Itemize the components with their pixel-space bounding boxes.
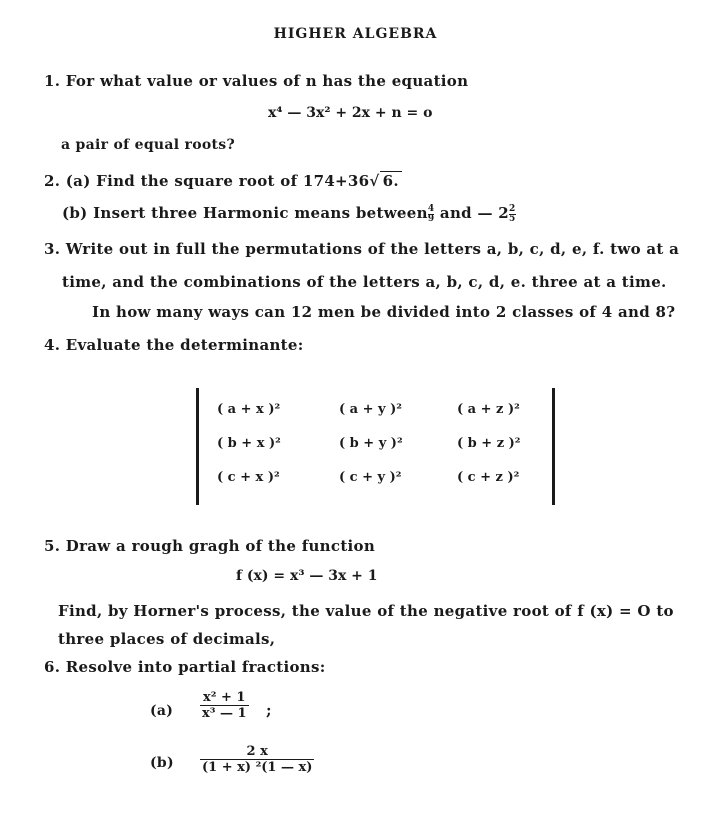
q2a-text [44,171,402,190]
q2b-fraction-2 [509,205,516,224]
q2a-prefix: 2. (a) Find the square root of 174+36 [44,172,370,190]
q1-text: 1. For what value or values of n has the equation [44,72,469,90]
q6b-label: (b) [150,755,174,771]
q2b-frac1-num: 4 [427,203,435,214]
det-cell: ( a + x )² [217,402,281,417]
determinant [196,388,555,505]
q2b-and: and — 2 [439,204,510,222]
q6b-numerator: 2 x [246,744,268,759]
det-cell: ( c + x )² [217,470,280,485]
det-cell: ( a + y )² [339,402,402,417]
q6a-fraction [200,690,249,721]
q3-line2: time, and the combinations of the letters a, b, c, d, e. three at a time. [62,273,667,291]
page-title: HIGHER ALGEBRA [273,26,438,42]
det-cell: ( a + z )² [457,402,520,417]
det-cell: ( b + y )² [339,436,403,451]
sqrt-sign: √ [369,172,380,190]
q2b-frac2-num: 2 [509,203,516,214]
det-cell: ( c + z )² [457,470,520,485]
q3-line1: 3. Write out in full the permutations of the letters a, b, c, d, e, f. two at a [44,240,680,258]
q6a-label: (a) [150,703,174,719]
det-cell: ( b + x )² [217,436,281,451]
q6b-fraction [200,744,314,775]
q5-text: 5. Draw a rough gragh of the function [44,537,376,555]
q5-line2: Find, by Horner's process, the value of the negative root of f (x) = O to [58,602,674,620]
q5-function: f (x) = x³ — 3x + 1 [236,568,378,584]
det-cell: ( c + y )² [339,470,402,485]
q6a-denominator: x³ — 1 [202,706,247,721]
q1-equation: x⁴ — 3x² + 2x + n = o [268,105,433,121]
q2b-text [62,204,516,224]
q4-text: 4. Evaluate the determinante: [44,336,304,354]
q6-text: 6. Resolve into partial fractions: [44,658,326,676]
q6a-numerator: x² + 1 [203,690,246,705]
q2b-fraction-1 [428,205,435,224]
q5-line3: three places of decimals, [58,630,276,648]
det-cell: ( b + z )² [457,436,521,451]
q2b-prefix: (b) Insert three Harmonic means between [62,204,428,222]
q3-line3: In how many ways can 12 men be divided into 2 classes of 4 and 8? [92,303,676,321]
q1-tail: a pair of equal roots? [61,137,235,153]
q2a-radicand: 6. [380,171,402,190]
q6a-separator: ; [266,701,272,719]
q2b-frac2-den: 5 [509,213,516,224]
q6b-denominator: (1 + x) ²(1 — x) [202,760,313,775]
q2b-frac1-den: 9 [427,213,435,224]
